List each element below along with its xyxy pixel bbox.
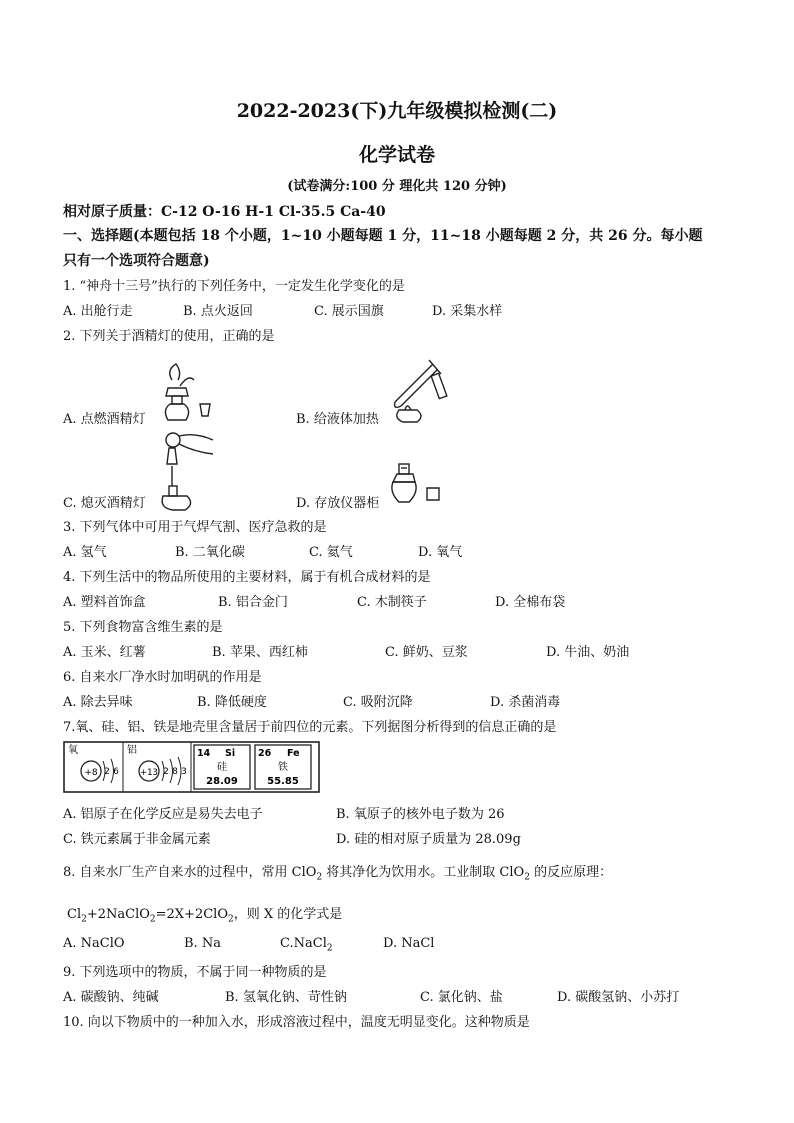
svg-text:Si: Si [225, 748, 236, 759]
q8-option-b: B. Na [184, 936, 221, 951]
q9-stem: 9. 下列选项中的物质，不属于同一种物质的是 [63, 965, 327, 980]
q5-option-d: D. 牛油、奶油 [546, 645, 630, 660]
svg-text:26: 26 [258, 748, 272, 759]
section-heading-line1: 一、选择题(本题包括 18 个小题，1~10 小题每题 1 分，11~18 小题每题 2 分，共 26 分。每小题 [63, 228, 703, 244]
q9-option-d: D. 碳酸氢钠、小苏打 [557, 990, 680, 1005]
extinguishing-lamp-image [155, 430, 217, 512]
storing-lamp-image [387, 462, 443, 508]
q10-stem: 10. 向以下物质中的一种加入水，形成溶液过程中，温度无明显变化。这种物质是 [63, 1015, 530, 1030]
svg-text:+13: +13 [140, 768, 158, 778]
oxygen-atom-diagram [68, 743, 119, 783]
q3-option-d: D. 氧气 [418, 545, 463, 560]
q5-stem: 5. 下列食物富含维生素的是 [63, 620, 223, 635]
q4-stem: 4. 下列生活中的物品所使用的主要材料，属于有机合成材料的是 [63, 570, 431, 585]
svg-text:2: 2 [104, 767, 110, 777]
q2-option-d: D. 存放仪器柜 [296, 496, 380, 511]
lighting-lamp-image [158, 360, 214, 422]
svg-text:铝: 铝 [127, 745, 137, 756]
q2-option-c: C. 熄灭酒精灯 [63, 496, 146, 511]
svg-text:铁: 铁 [278, 762, 288, 773]
q1-stem: 1. “神舟十三号”执行的下列任务中，一定发生化学变化的是 [63, 279, 405, 294]
q7-option-d: D. 硅的相对原子质量为 28.09g [336, 832, 521, 847]
q3-option-a: A. 氢气 [63, 545, 107, 560]
q1-option-b: B. 点火返回 [183, 304, 253, 319]
svg-text:2: 2 [163, 767, 169, 777]
exam-info: (试卷满分:100 分 理化共 120 分钟) [287, 179, 507, 194]
silicon-element-cell [194, 745, 250, 789]
q3-option-c: C. 氦气 [309, 545, 353, 560]
svg-text:+8: +8 [84, 768, 98, 778]
q6-option-b: B. 降低硬度 [197, 695, 267, 710]
q7-option-c: C. 铁元素属于非金属元素 [63, 832, 211, 847]
q8-equation: $Cl_2+2NaClO_2=2X+2ClO_2$，则 X 的化学式是 [67, 907, 343, 925]
q2-option-a: A. 点燃酒精灯 [63, 412, 146, 427]
q6-option-d: D. 杀菌消毒 [490, 695, 561, 710]
q9-option-c: C. 氯化钠、盐 [420, 990, 503, 1005]
q1-option-d: D. 采集水样 [432, 304, 503, 319]
q3-stem: 3. 下列气体中可用于气焊气割、医疗急救的是 [63, 520, 327, 535]
svg-text:3: 3 [181, 767, 187, 777]
q2-stem: 2. 下列关于酒精灯的使用，正确的是 [63, 329, 275, 344]
q1-option-c: C. 展示国旗 [314, 304, 384, 319]
q5-option-c: C. 鲜奶、豆浆 [385, 645, 468, 660]
q6-stem: 6. 自来水厂净水时加明矾的作用是 [63, 670, 262, 685]
q4-option-c: C. 木制筷子 [357, 595, 427, 610]
q7-option-a: A. 铝原子在化学反应是易失去电子 [63, 807, 263, 822]
q8-stem: 8. 自来水厂生产自来水的过程中，常用 ClO$_2$ 将其净化为饮用水。工业制取 ClO$_2$ 的反应原理： [63, 865, 613, 883]
q2-option-b: B. 给液体加热 [296, 412, 379, 427]
section-heading-line2: 只有一个选项符合题意) [63, 253, 210, 269]
q4-option-b: B. 铝合金门 [218, 595, 288, 610]
q5-option-a: A. 玉米、红薯 [63, 645, 146, 660]
iron-element-cell [255, 745, 311, 789]
svg-text:14: 14 [197, 748, 211, 759]
q8-option-a: A. NaClO [63, 936, 125, 951]
q7-option-b: B. 氧原子的核外电子数为 26 [336, 807, 505, 822]
atomic-masses: 相对原子质量：C-12 O-16 H-1 Cl-35.5 Ca-40 [63, 204, 386, 220]
q9-option-a: A. 碳酸钠、纯碱 [63, 990, 159, 1005]
q6-option-c: C. 吸附沉降 [343, 695, 413, 710]
svg-text:55.85: 55.85 [267, 776, 299, 787]
q4-option-a: A. 塑料首饰盒 [63, 595, 146, 610]
q4-option-d: D. 全棉布袋 [495, 595, 566, 610]
q3-option-b: B. 二氧化碳 [175, 545, 245, 560]
q5-option-b: B. 苹果、西红柿 [212, 645, 308, 660]
q8-option-d: D. NaCl [383, 936, 435, 951]
svg-text:氧: 氧 [68, 745, 78, 756]
q1-option-a: A. 出舱行走 [63, 304, 133, 319]
svg-text:28.09: 28.09 [206, 776, 238, 787]
exam-title: 2022-2023(下)九年级模拟检测(二) [236, 100, 558, 122]
svg-text:Fe: Fe [287, 748, 300, 759]
q9-option-b: B. 氢氧化钠、苛性钠 [225, 990, 347, 1005]
svg-text:6: 6 [113, 767, 119, 777]
q8-option-c: C.NaCl$_2$ [280, 936, 333, 954]
subject-title: 化学试卷 [358, 144, 435, 166]
element-figure [63, 741, 320, 793]
aluminum-atom-diagram [127, 744, 187, 785]
heating-liquid-image [383, 356, 449, 424]
q7-stem: 7.氧、硅、铝、铁是地壳里含量居于前四位的元素。下列据图分析得到的信息正确的是 [63, 720, 557, 735]
svg-text:8: 8 [172, 767, 178, 777]
svg-text:硅: 硅 [217, 762, 227, 773]
q6-option-a: A. 除去异味 [63, 695, 133, 710]
